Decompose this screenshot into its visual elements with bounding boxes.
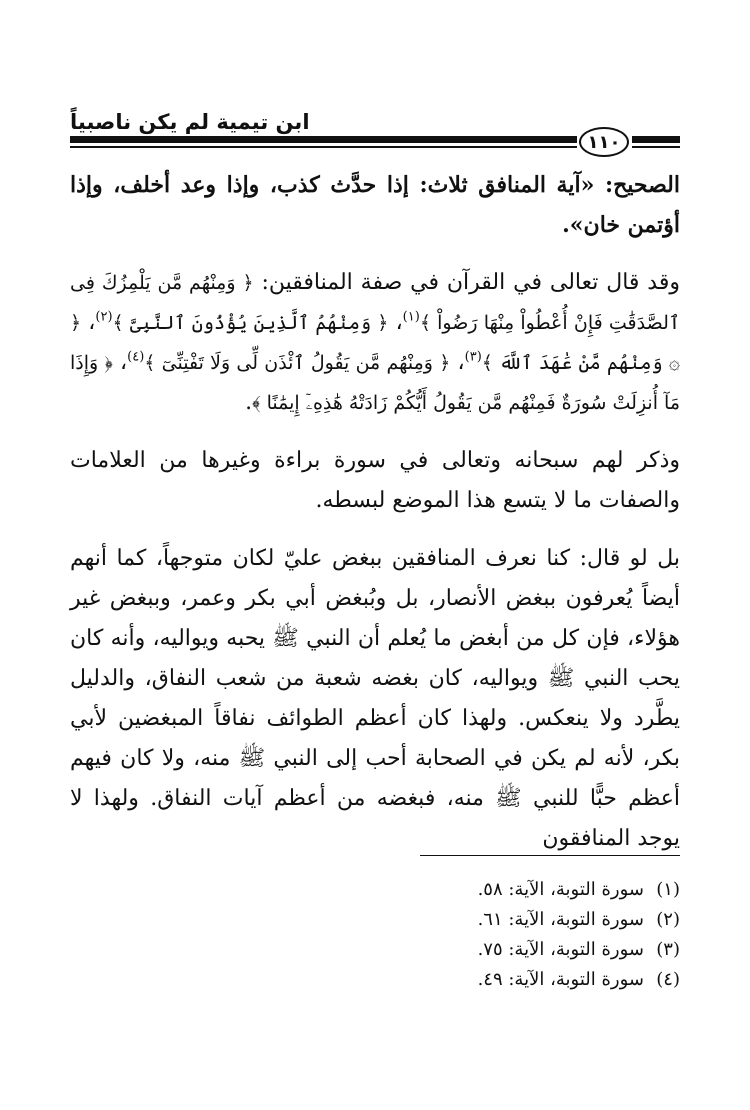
footnote-item (70, 905, 680, 935)
page-number: ١١٠ (579, 127, 629, 157)
quran-verse-1: ﴿ وَمِنْهُم مَّن يَلْمِزُكَ فِى ٱلصَّدَقَٰتِ فَإِنْ أُعْطُواْ مِنْهَا رَضُواْ ﴾ (70, 272, 680, 334)
quran-verse-2: ﴿ وَمِنْهُمُ ٱلَّذِينَ يُؤْذُونَ ٱلنَّبِىَّ ﴾ (112, 312, 389, 334)
header-rule-thin (70, 146, 577, 148)
footnote-text: سورة التوبة، الآية: ٥٨. (477, 879, 644, 900)
running-header-title: ابن تيمية لم يكن ناصبياً (70, 110, 310, 134)
footnote-ref-4: (٤) (127, 349, 145, 365)
header-rule-right (632, 136, 680, 143)
footnote-separator (420, 855, 680, 856)
footnote-item (70, 875, 680, 905)
paragraph-signs: وذكر لهم سبحانه وتعالى في سورة براءة وغيرها من العلامات والصفات ما لا يتسع هذا الموضع لبسطه. (70, 448, 680, 513)
quran-intro: وقد قال تعالى في القرآن في صفة المنافقين: (253, 270, 680, 295)
footnote-number: (٣) (656, 939, 680, 960)
footnote-item (70, 965, 680, 995)
header-rule-right-thin (632, 146, 680, 148)
main-text (70, 165, 680, 859)
paragraph-quran-verses: وقد قال تعالى في القرآن في صفة المنافقين: ﴿ وَمِنْهُم مَّن يَلْمِزُكَ فِى ٱلصَّدَقَٰتِ فَإِنْ أُعْطُواْ مِنْهَا رَضُواْ ﴾$^{(١)}$، ﴿ وَمِنْهُمُ ٱلَّذِينَ يُؤْذُونَ ٱلنَّبِىَّ ﴾$^{(٢)}$، ﴿ ۞ وَمِنْهُم مَّنْ عَٰهَدَ ٱللَّهَ ﴾$^{(٣)}$، ﴿ وَمِنْهُم مَّن يَقُولُ ٱئْذَن لِّى وَلَا تَفْتِنِّىٓ ﴾$^{(٤)}$، ﴿ وَإِذَا مَآ أُنزِلَتْ سُورَةٌ فَمِنْهُم مَّن يَقُولُ أَيُّكُمْ زَادَتْهُ هَٰذِهِۦٓ إِيمَٰنًا ﴾. (70, 270, 680, 415)
footnote-item (70, 935, 680, 965)
footnote-text: سورة التوبة، الآية: ٤٩. (477, 969, 644, 990)
header-rule (70, 136, 577, 143)
paragraph-argument: بل لو قال: كنا نعرف المنافقين ببغض عليّ لكان متوجهاً، كما أنهم أيضاً يُعرفون ببغض الأنصار، بل وبُبغض أبي بكر وعمر، وببغض غير هؤلاء، فإن كل من أبغض ما يُعلم أن النبي ﷺ يحبه ويواليه، وأنه كان يحب النبي ﷺ ويواليه، كان بغضه شعبة من شعب النفاق، والدليل يطَّرد ولا ينعكس. ولهذا كان أعظم الطوائف نفاقاً المبغضين لأبي بكر، لأنه لم يكن في الصحابة أحب إلى النبي ﷺ منه، ولا كان فيهم أعظم حبًّا للنبي ﷺ منه، فبغضه من أعظم آيات النفاق. ولهذا لا يوجد المنافقون (70, 546, 680, 851)
footnote-number: (١) (656, 879, 680, 900)
footnotes (70, 875, 680, 995)
footnote-text: سورة التوبة، الآية: ٧٥. (477, 939, 644, 960)
footnote-ref-2: (٢) (95, 309, 113, 325)
footnote-number: (٤) (656, 969, 680, 990)
footnote-ref-1: (١) (402, 309, 420, 325)
quran-verse-4: ﴿ وَمِنْهُم مَّن يَقُولُ ٱئْذَن لِّى وَلَا تَفْتِنِّىٓ ﴾ (144, 352, 451, 374)
footnote-text: سورة التوبة، الآية: ٦١. (477, 909, 644, 930)
paragraph-hadith: الصحيح: «آية المنافق ثلاث: إذا حدَّث كذب، وإذا وعد أخلف، وإذا أؤتمن خان». (70, 172, 681, 238)
footnote-number: (٢) (656, 909, 680, 930)
footnote-ref-3: (٣) (464, 349, 482, 365)
quran-verse-3: ﴿ ۞ وَمِنْهُم مَّنْ عَٰهَدَ ٱللَّهَ ﴾ (70, 312, 680, 374)
quran-verse-5: ﴿ وَإِذَا مَآ أُنزِلَتْ سُورَةٌ فَمِنْهُم مَّن يَقُولُ أَيُّكُمْ زَادَتْهُ هَٰذِهِۦٓ إِيمَٰنًا ﴾ (70, 352, 680, 414)
